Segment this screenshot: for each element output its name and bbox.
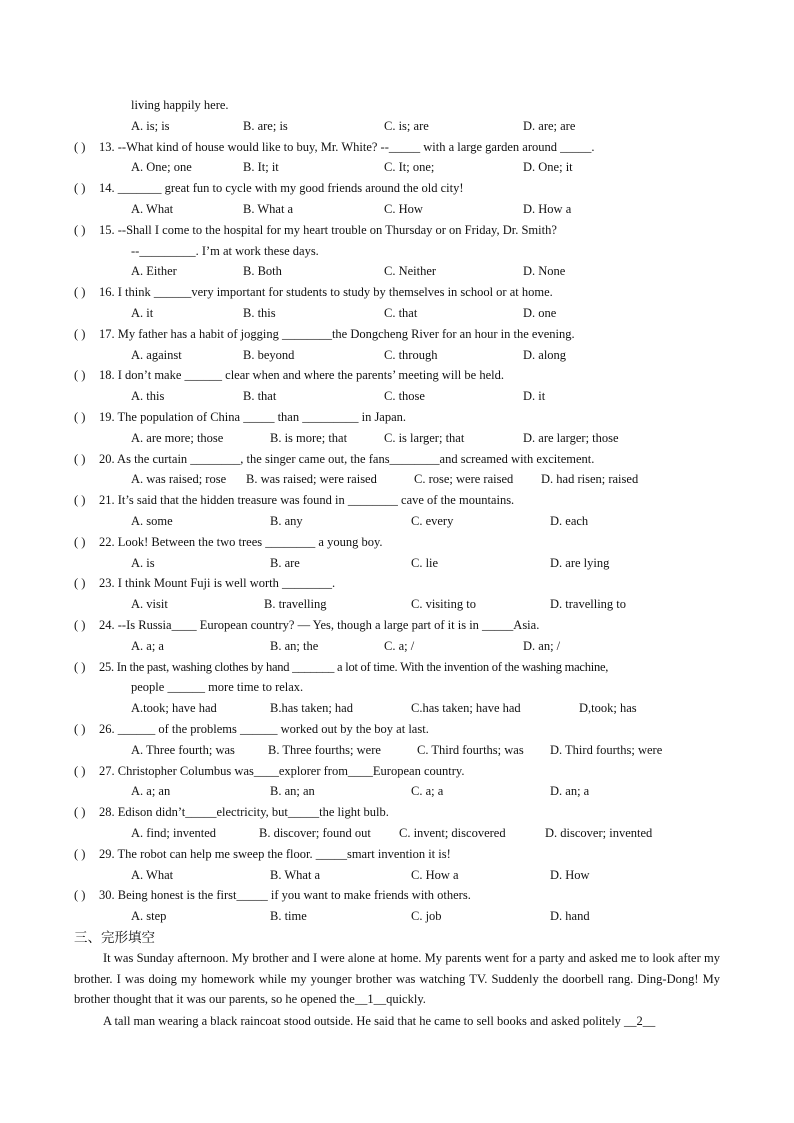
q17-option-d: D. along	[523, 348, 567, 362]
q13-option-b: B. It; it	[243, 160, 279, 174]
q20-option-d: D. had risen; raised	[541, 472, 639, 486]
question-18-text: 18. I don’t make ______ clear when and where the parents’ meeting will be held.	[99, 368, 504, 382]
cloze-paragraph-2: A tall man wearing a black raincoat stood outside. He said that he came to sell books and asked politely __2__	[103, 1014, 656, 1028]
answer-blank-15[interactable]: ( )	[74, 223, 86, 237]
question-20-text: 20. As the curtain ________, the singer came out, the fans________and screamed with excitement.	[99, 452, 595, 466]
q27-option-a: A. a; an	[131, 784, 171, 798]
q12-option-b: B. are; is	[243, 119, 288, 133]
question-21-text: 21. It’s said that the hidden treasure was found in ________ cave of the mountains.	[99, 493, 515, 507]
q14-option-c: C. How	[384, 202, 423, 216]
q14-option-d: D. How a	[523, 202, 572, 216]
question-27-text: 27. Christopher Columbus was____explorer from____European country.	[99, 764, 465, 778]
q22-option-d: D. are lying	[550, 556, 610, 570]
answer-blank-17[interactable]: ( )	[74, 327, 86, 341]
question-23-text: 23. I think Mount Fuji is well worth ________.	[99, 576, 336, 590]
q28-option-d: D. discover; invented	[545, 826, 653, 840]
section-heading-cloze: 三、完形填空	[74, 930, 155, 946]
q23-option-d: D. travelling to	[550, 597, 627, 611]
q25-option-b: B.has taken; had	[270, 701, 353, 715]
answer-blank-22[interactable]: ( )	[74, 535, 86, 549]
q15-option-d: D. None	[523, 264, 566, 278]
q24-option-c: C. a; /	[384, 639, 415, 653]
q22-option-a: A. is	[131, 556, 155, 570]
answer-blank-18[interactable]: ( )	[74, 368, 86, 382]
answer-blank-30[interactable]: ( )	[74, 888, 86, 902]
q15-option-c: C. Neither	[384, 264, 437, 278]
question-22-text: 22. Look! Between the two trees ________ a young boy.	[99, 535, 383, 549]
q16-option-b: B. this	[243, 306, 276, 320]
q19-option-a: A. are more; those	[131, 431, 224, 445]
q29-option-b: B. What a	[270, 868, 321, 882]
answer-blank-19[interactable]: ( )	[74, 410, 86, 424]
question-14-text: 14. _______ great fun to cycle with my good friends around the old city!	[99, 181, 464, 195]
q16-option-c: C. that	[384, 306, 418, 320]
q26-option-a: A. Three fourth; was	[131, 743, 235, 757]
q15-option-a: A. Either	[131, 264, 177, 278]
q27-option-b: B. an; an	[270, 784, 315, 798]
answer-blank-21[interactable]: ( )	[74, 493, 86, 507]
q27-option-c: C. a; a	[411, 784, 444, 798]
q13-option-d: D. One; it	[523, 160, 573, 174]
q24-option-d: D. an; /	[523, 639, 561, 653]
q22-option-b: B. are	[270, 556, 300, 570]
answer-blank-26[interactable]: ( )	[74, 722, 86, 736]
question-13-text: 13. --What kind of house would like to buy, Mr. White? --_____ with a large garden around _____.	[99, 140, 595, 154]
q28-option-b: B. discover; found out	[259, 826, 371, 840]
q30-option-b: B. time	[270, 909, 307, 923]
q20-option-a: A. was raised; rose	[131, 472, 227, 486]
question-25-continuation: people ______ more time to relax.	[131, 680, 304, 694]
q30-option-d: D. hand	[550, 909, 590, 923]
q17-option-c: C. through	[384, 348, 438, 362]
q27-option-d: D. an; a	[550, 784, 590, 798]
q21-option-d: D. each	[550, 514, 589, 528]
q23-option-c: C. visiting to	[411, 597, 476, 611]
question-12-continuation: living happily here.	[131, 98, 229, 112]
answer-blank-25[interactable]: ( )	[74, 660, 86, 674]
question-24-text: 24. --Is Russia____ European country? — Yes, though a large part of it is in _____Asia.	[99, 618, 540, 632]
q26-option-c: C. Third fourths; was	[417, 743, 524, 757]
answer-blank-20[interactable]: ( )	[74, 452, 86, 466]
q25-option-a: A.took; have had	[131, 701, 217, 715]
q12-option-a: A. is; is	[131, 119, 170, 133]
answer-blank-24[interactable]: ( )	[74, 618, 86, 632]
question-26-text: 26. ______ of the problems ______ worked out by the boy at last.	[99, 722, 429, 736]
q16-option-d: D. one	[523, 306, 557, 320]
q20-option-c: C. rose; were raised	[414, 472, 514, 486]
q24-option-b: B. an; the	[270, 639, 319, 653]
q26-option-d: D. Third fourths; were	[550, 743, 663, 757]
q12-option-d: D. are; are	[523, 119, 576, 133]
q14-option-b: B. What a	[243, 202, 294, 216]
q26-option-b: B. Three fourths; were	[268, 743, 381, 757]
q29-option-a: A. What	[131, 868, 174, 882]
q18-option-b: B. that	[243, 389, 277, 403]
q19-option-b: B. is more; that	[270, 431, 348, 445]
q30-option-c: C. job	[411, 909, 442, 923]
q25-option-d: D,took; has	[579, 701, 637, 715]
q28-option-a: A. find; invented	[131, 826, 217, 840]
q13-option-a: A. One; one	[131, 160, 192, 174]
answer-blank-23[interactable]: ( )	[74, 576, 86, 590]
q19-option-c: C. is larger; that	[384, 431, 465, 445]
q22-option-c: C. lie	[411, 556, 439, 570]
q17-option-a: A. against	[131, 348, 182, 362]
q24-option-a: A. a; a	[131, 639, 164, 653]
q16-option-a: A. it	[131, 306, 154, 320]
cloze-paragraph-1: It was Sunday afternoon. My brother and I were alone at home. My parents went for a party and asked me to look after my brother. I was doing my homework while my younger brother was watching TV. Suddenly the doorbell rang. Ding-Dong! My brother thought that it was our parents, so he opened the__1__quickly.	[74, 951, 720, 1006]
question-16-text: 16. I think ______very important for students to study by themselves in school or at home.	[99, 285, 553, 299]
answer-blank-16[interactable]: ( )	[74, 285, 86, 299]
question-15-continuation: --_________. I’m at work these days.	[131, 244, 319, 258]
q23-option-a: A. visit	[131, 597, 168, 611]
q23-option-b: B. travelling	[264, 597, 327, 611]
q17-option-b: B. beyond	[243, 348, 295, 362]
answer-blank-27[interactable]: ( )	[74, 764, 86, 778]
answer-blank-28[interactable]: ( )	[74, 805, 86, 819]
q19-option-d: D. are larger; those	[523, 431, 619, 445]
question-28-text: 28. Edison didn’t_____electricity, but_____the light bulb.	[99, 805, 389, 819]
question-30-text: 30. Being honest is the first_____ if you want to make friends with others.	[99, 888, 471, 902]
q15-option-b: B. Both	[243, 264, 282, 278]
q21-option-b: B. any	[270, 514, 303, 528]
question-25-text: 25. In the past, washing clothes by hand _______ a lot of time. With the invention of the washing machine,	[99, 660, 609, 674]
question-17-text: 17. My father has a habit of jogging ________the Dongcheng River for an hour in the evening.	[99, 327, 575, 341]
q30-option-a: A. step	[131, 909, 167, 923]
q18-option-a: A. this	[131, 389, 165, 403]
q18-option-d: D. it	[523, 389, 546, 403]
q13-option-c: C. It; one;	[384, 160, 435, 174]
q14-option-a: A. What	[131, 202, 174, 216]
answer-blank-14[interactable]: ( )	[74, 181, 86, 195]
q21-option-a: A. some	[131, 514, 173, 528]
q18-option-c: C. those	[384, 389, 425, 403]
q29-option-c: C. How a	[411, 868, 459, 882]
question-19-text: 19. The population of China _____ than _________ in Japan.	[99, 410, 407, 424]
q20-option-b: B. was raised; were raised	[246, 472, 377, 486]
answer-blank-13[interactable]: ( )	[74, 140, 86, 154]
question-29-text: 29. The robot can help me sweep the floor. _____smart invention it is!	[99, 847, 451, 861]
q25-option-c: C.has taken; have had	[411, 701, 521, 715]
q28-option-c: C. invent; discovered	[399, 826, 506, 840]
question-15-text: 15. --Shall I come to the hospital for my heart trouble on Thursday or on Friday, Dr. Smith?	[99, 223, 557, 237]
q12-option-c: C. is; are	[384, 119, 429, 133]
answer-blank-29[interactable]: ( )	[74, 847, 86, 861]
q29-option-d: D. How	[550, 868, 590, 882]
q21-option-c: C. every	[411, 514, 454, 528]
